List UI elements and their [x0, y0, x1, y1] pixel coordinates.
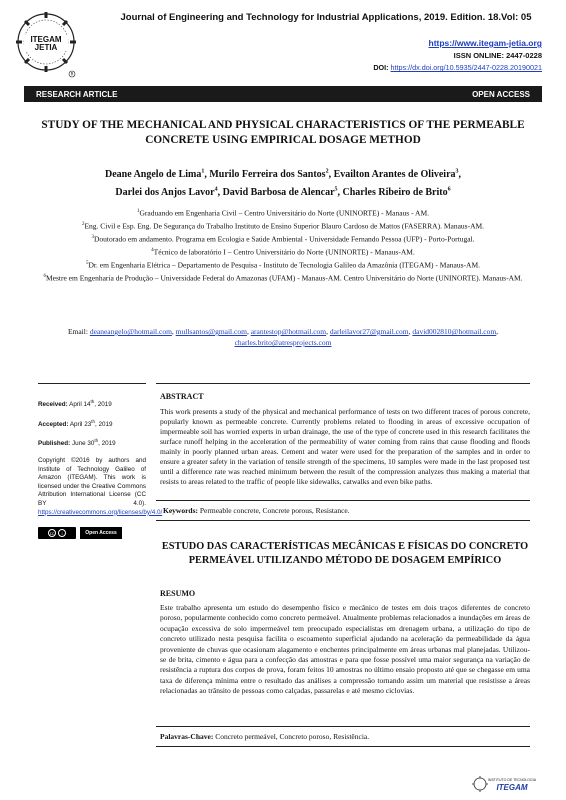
abstract-body: This work presents a study of the physical and mechanical performance of tests on two different traces of porous concrete, popularly known as permeable concrete. Currently problems related to flooding in areas of excessive occupation of impermeable soil has worried experts in urban drainage, the use of the type of concrete used in this research facilitates the surface runoff helping in the acceleration of the permeability of water coming from rains that cause flooding and floods mainly in poorly planned urban areas. Cement and water were used for the preparation of the samples and in order to ensure a greater safety in the variation of tensile strength of the specimens, 10 samples were made in the last proposed test until a difference rate was reached minimum between the result of the compression analyzes thus making a material that resists to areas related to the traffic of people like sidewalks, catwalks and even bike paths. [160, 407, 530, 486]
author: David Barbosa de Alencar$^5$, [222, 186, 343, 198]
affiliation: $^1$Graduando em Engenharia Civil – Centro Universitário do Norte (UNINORTE) - Manaus - AM. [137, 208, 429, 218]
paper-title: STUDY OF THE MECHANICAL AND PHYSICAL CHARACTERISTICS OF THE PERMEABLE CONCRETE USING EMPIRICAL DOSAGE METHOD [41, 119, 525, 146]
itegam-footer-logo [472, 774, 536, 794]
email-link[interactable]: darleilavor27@gmail.com [329, 327, 409, 336]
email-link[interactable]: deaneangelo@hotmail.com [89, 327, 172, 336]
research-article-label: RESEARCH ARTICLE [36, 89, 118, 99]
palavras-rule [156, 746, 530, 747]
author-list [36, 165, 530, 200]
license-badges [38, 527, 130, 539]
open-access-badge[interactable]: Open Access [80, 527, 122, 539]
portuguese-title: ESTUDO DAS CARACTERÍSTICAS MECÂNICAS E FÍSICAS DO CONCRETO PERMEÁVEL UTILIZANDO MÉTODO DE DOSAGEM EMPÍRICO [161, 541, 529, 566]
abstract-heading: ABSTRACT [160, 392, 204, 401]
footer-logo-text: ITEGAM [496, 783, 528, 792]
email-link[interactable]: david002810@hotmail.com [412, 327, 497, 336]
author: Charles Ribeiro de Brito$^6$ [342, 186, 451, 198]
affiliation: $^6$Mestre em Engenharia de Produção – Universidade Federal do Amazonas (UFAM) - Manaus-AM. Centro Universitário do Norte (UNINORTE). Manaus-AM. [43, 273, 523, 283]
doi-line [373, 63, 542, 72]
affiliation: $^2$Eng. Civil e Esp. Eng. De Segurança do Trabalho Instituto de Ensino Superior Blauro Cardoso de Mattos (FASERRA). Manaus-AM. [81, 221, 485, 231]
affiliation: $^5$Dr. em Engenharia Elétrica – Departamento de Pesquisa - Instituto de Tecnologia Galileo da Amazônia (ITEGAM) - Manaus-AM. [85, 260, 480, 270]
keywords-rule [156, 520, 530, 521]
author: Deane Angelo de Lima$^1$, [104, 169, 210, 181]
received-date: Received: April 14th, 2019 [38, 399, 112, 409]
logo-text-jetia: JETIA [34, 43, 58, 52]
accepted-date: Accepted: April 23th, 2019 [38, 418, 113, 428]
affiliation: $^3$Doutorado em andamento. Programa em Ecologia e Saúde Ambiental - Universidade Fernando Pessoa (UFP) - Porto-Portugal. [91, 234, 475, 244]
doi-link[interactable]: https://dx.doi.org/10.5935/2447-0228.20190021 [390, 63, 542, 72]
issn: ISSN ONLINE: 2447-0228 [453, 51, 542, 60]
journal-title: Journal of Engineering and Technology for Industrial Applications, 2019. Edition. 18.Vol: 05 [120, 12, 532, 23]
sidebar-divider [38, 383, 146, 384]
email-link[interactable]: charles.brito@atresprojects.com [234, 338, 332, 347]
author: Murilo Ferreira dos Santos$^2$, [209, 169, 334, 181]
author: Evailton Arantes de Oliveira$^3$, [333, 169, 462, 181]
affiliations [36, 207, 530, 286]
email-link[interactable]: mullsantos@gmail.com [175, 327, 247, 336]
abstract-top-rule [156, 383, 530, 384]
cc-by-icon[interactable]: cc i [38, 527, 76, 539]
resumo-body: Este trabalho apresenta um estudo do desempenho físico e mecânico de testes em dois traços diferentes de concreto poroso, popularmente conhecido como concreto permeável. Atualmente problemas relacionados a inundações em áreas de ocupação excessiva de solo impermeável tem preocupado especialistas em drenagem urbana, a utilização do tipo de concreto utilizado nesta pesquisa facilita o escoamento superficial ajudando na aceleração da permeabilidade da água proveniente de chuvas que ocasionam alagamento e enchentes principalmente em áreas urbanas mal planejadas. Utilizou-se de brita, cimento e água para a confecção das amostras e para que fosse possível uma maior segurança na variação de resistência a ruptura dos corpos de prova, foram feitos 10 amostras no último ensaio proposto até que se chegasse em uma taxa de diferença mínima entre o resultado das análises a compressão tornando assim um material que resistisse a áreas relacionadas ao trânsito de pessoas como calçadas, passarelas e até mesmo ciclovias. [160, 603, 530, 696]
svg-text:R: R [70, 71, 74, 77]
itegam-jetia-logo [14, 10, 78, 78]
email-list: Email: deaneangelo@hotmail.com, mullsantos@gmail.com, arantestop@hotmail.com, darleilavor27@gmail.com, david002810@hotmail.com, charles.brito@atresprojects.com [67, 327, 499, 347]
affiliation: $^4$Técnico de laboratório I – Centro Universitário do Norte (UNINORTE) - Manaus-AM. [151, 247, 415, 257]
abstract-bottom-rule [156, 500, 530, 501]
logo-text-itegam: ITEGAM [30, 35, 62, 44]
doi-label: DOI: [373, 63, 389, 72]
published-date: Published: June 30th, 2019 [38, 438, 116, 448]
palavras-chave: Palavras-Chave: Concreto permeável, Concreto poroso, Resistência. [160, 732, 370, 741]
resumo-bottom-rule [156, 726, 530, 727]
open-access-label: OPEN ACCESS [472, 89, 530, 99]
license-text: Copyright ©2016 by authors and Institute of Technology Galileo of Amazon (ITEGAM). This work is licensed under the Creative Commons Attribution International License (CC BY 4.0). https://creativecommons.org/licenses/by/4.0/ [38, 457, 163, 516]
email-link[interactable]: arantestop@hotmail.com [250, 327, 327, 336]
keywords: Keywords: Permeable concrete, Concrete porous, Resistance. [163, 506, 350, 515]
article-type-banner [24, 86, 542, 102]
article-info-sidebar [38, 398, 163, 517]
email-label: Email: [67, 327, 90, 336]
journal-url-link[interactable]: https://www.itegam-jetia.org [428, 38, 542, 48]
author: Darlei dos Anjos Lavor$^4$, [115, 186, 223, 198]
footer-logo-subtitle: INSTITUTO DE TECNOLOGIA [487, 778, 536, 782]
license-link[interactable]: https://creativecommons.org/licenses/by/4.0/ [38, 508, 163, 516]
resumo-heading: RESUMO [160, 589, 196, 598]
